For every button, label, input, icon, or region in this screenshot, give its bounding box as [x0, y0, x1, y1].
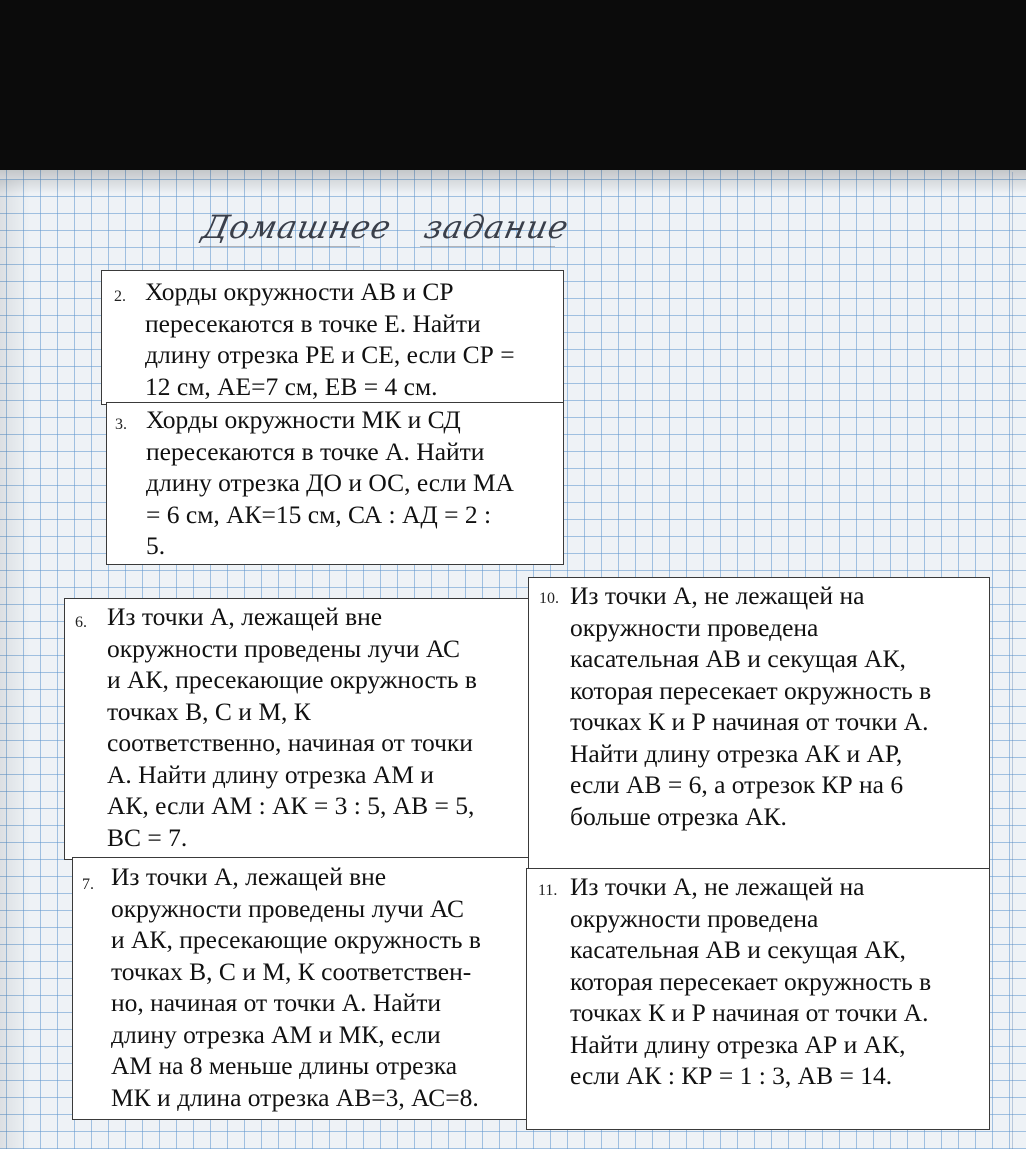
task-text: Из точки А, лежащей вне окружности проведены лучи АС и АК, пресекающие окружность в точках В, С и М, К соответственно, начиная от точки А. Найти длину отрезка АМ и АК, если АМ : АК = 3 : 5, АВ = 5, ВС = 7. [107, 602, 477, 852]
task-number: 3. [115, 416, 127, 433]
task-number: 11. [538, 882, 558, 899]
dark-background [0, 0, 1026, 172]
task-text: Из точки А, не лежащей на окружности проведена касательная АВ и секущая АК, которая пересекает окружность в точках К и Р начиная от точки А. Найти длину отрезка АК и АР, если АВ = 6, а отрезок КР на 6 больше отрезка АК. [570, 581, 932, 831]
task-card-6 [64, 598, 532, 860]
heading-underline-2 [420, 246, 555, 247]
task-number: 10. [539, 590, 559, 607]
task-card-3 [106, 402, 564, 565]
task-text: Хорды окружности АВ и СР пересекаются в точке Е. Найти длину отрезка РЕ и СЕ, если СР = 12 см, АЕ=7 см, ЕВ = 4 см. [145, 277, 515, 401]
task-text: Из точки А, не лежащей на окружности проведена касательная АВ и секущая АК, которая пересекает окружность в точках К и Р начиная от точки А. Найти длину отрезка АР и АК, если АК : КР = 1 : 3, АВ = 14. [570, 872, 932, 1090]
heading-word-2: задание [420, 208, 573, 246]
task-text: Хорды окружности МК и СД пересекаются в точке А. Найти длину отрезка ДО и ОС, если МА = 6 см, АК=15 см, СА : АД = 2 : 5. [146, 405, 514, 560]
task-text: Из точки А, лежащей вне окружности проведены лучи АС и АК, пресекающие окружность в точках В, С и М, К соответствен- но, начиная от точки А. Найти длину отрезка АМ и МК, если АМ на 8 меньше длины отрезка МК и длина отрезка АВ=3, АС=8. [111, 862, 481, 1112]
task-number: 6. [75, 614, 87, 631]
heading-underline-1 [200, 246, 360, 247]
task-card-7 [72, 857, 532, 1120]
margin-line [1012, 172, 1013, 1149]
task-number: 2. [114, 288, 126, 305]
page-edge [0, 180, 30, 1149]
task-number: 7. [82, 876, 94, 893]
heading-word-1: Домашнее [198, 208, 396, 246]
task-card-11 [526, 868, 990, 1130]
task-card-2 [101, 270, 564, 405]
task-card-10 [528, 577, 990, 869]
page-shadow [0, 170, 1026, 194]
